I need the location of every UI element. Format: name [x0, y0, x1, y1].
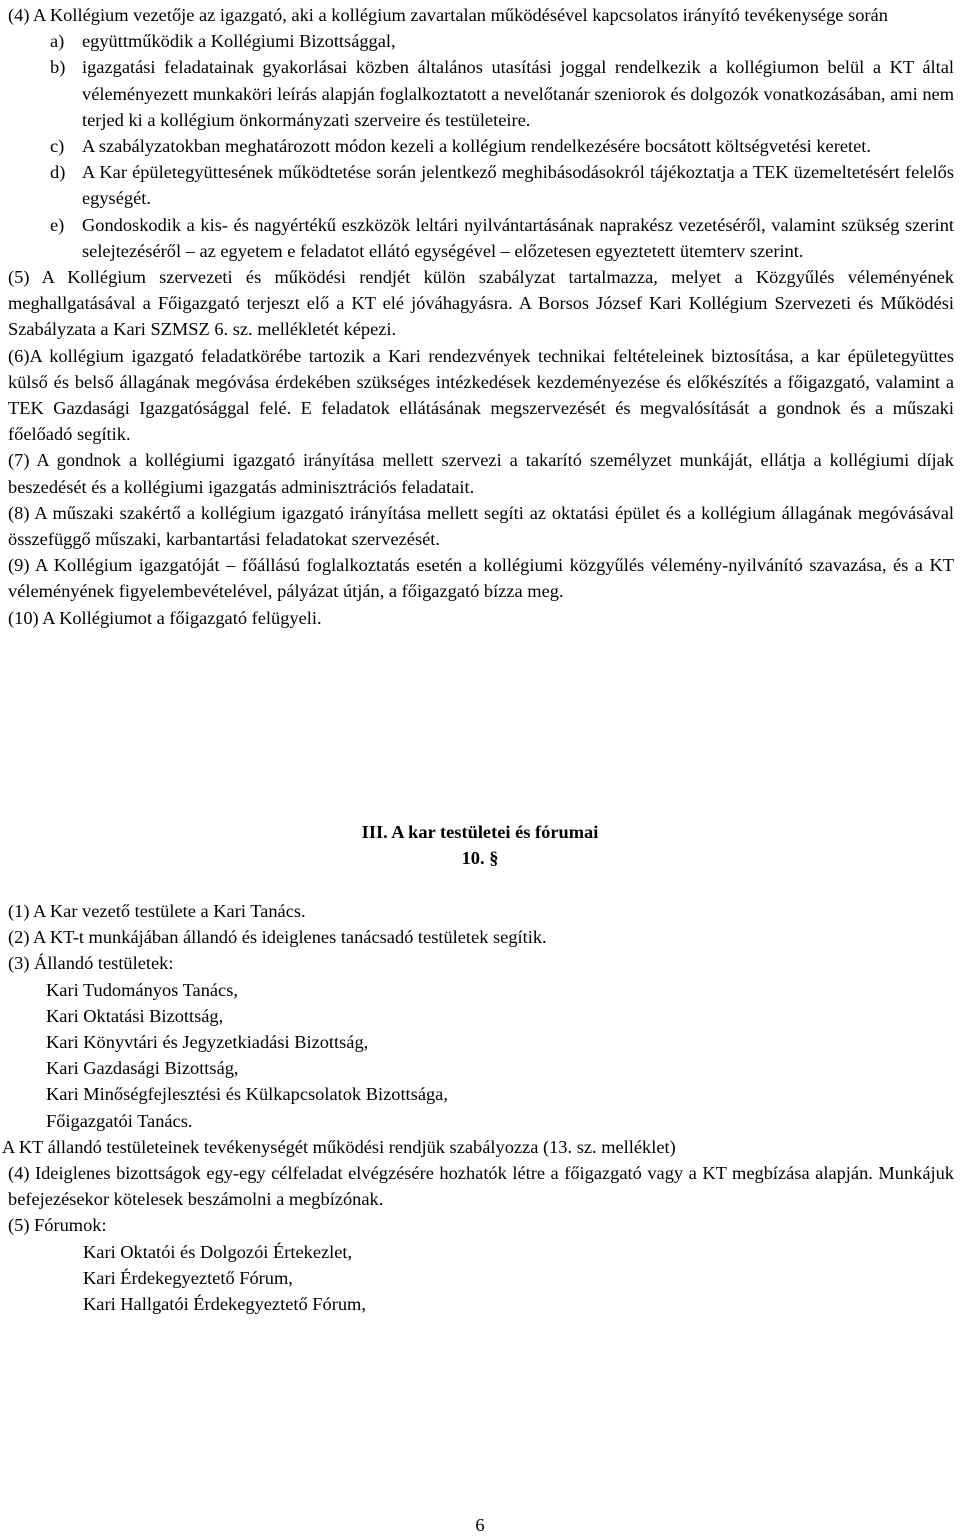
- item-text: Gondoskodik a kis- és nagyértékű eszközök leltári nyilvántartásának naprakész vezetéséről, valamint szükség szerint selejtezéséről – az egyetem e feladatot ellátó egységével – előzetesen egyeztetett ütemterv szerint.: [82, 214, 954, 261]
- page-number: 6: [475, 1515, 485, 1535]
- standing-bodies-list: [8, 977, 954, 1134]
- item-label: a): [50, 31, 65, 52]
- item-text: együttműködik a Kollégiumi Bizottsággal,: [82, 31, 396, 52]
- item-text: igazgatási feladatainak gyakorlásai közben általános utasítási joggal rendelkezik a kollégiumon belül a KT által véleményezett munkaköri leírás alapján foglalkoztatott a nevelőtanár szeniorok és dolgozók vonatkozásában, ami nem terjed ki a kollégium önkormányzati szerveire és testületeire.: [82, 57, 954, 130]
- section-number: 10. §: [461, 848, 499, 868]
- paragraph-9: (9) A Kollégium igazgatóját – főállású foglalkoztatás esetén a kollégiumi közgyűlés vélemény-nyilvánító szavazása, és a KT véleményének figyelembevételével, pályázat útján, a főigazgató bízza meg.: [8, 555, 954, 602]
- body-item-4: (4) Ideiglenes bizottságok egy-egy célfeladat elvégzésére hozhatók létre a főigazgató vagy a KT megbízása alapján. Munkájuk befejezésekor kötelesek beszámolni a megbízónak.: [8, 1163, 954, 1210]
- list-item: Kari Minőségfejlesztési és Külkapcsolatok Bizottsága,: [46, 1084, 448, 1105]
- item-label: d): [50, 162, 66, 183]
- body-item-1: (1) A Kar vezető testülete a Kari Tanács.: [8, 901, 306, 921]
- bottom-section: [2, 898, 954, 1317]
- paragraph-6: (6)A kollégium igazgató feladatkörébe tartozik a Kari rendezvények technikai feltételeinek biztosítása, a kar épületegyüttes külső és belső állagának megóvása érdekében szükséges intézkedések kezdeményezése és előkészítés a főigazgató, valamint a TEK Gazdasági Igazgatósággal felé. E feladatok ellátásának megszervezését és megvalósítását a gondnok és a műszaki főelőadó segítik.: [8, 345, 954, 445]
- list-item-e: [8, 212, 954, 264]
- list-item-c: [8, 133, 954, 159]
- list-item: Kari Hallgatói Érdekegyeztető Fórum,: [83, 1294, 366, 1315]
- paragraph-7: (7) A gondnok a kollégiumi igazgató irányítása mellett szervezi a takarító személyzet munkáját, ellátja a kollégiumi díjak beszedését és a kollégiumi igazgatás adminisztrációs feladatait.: [8, 450, 954, 497]
- item-label: b): [50, 57, 66, 78]
- list-item: Kari Gazdasági Bizottság,: [46, 1058, 239, 1079]
- list-item: Kari Oktatói és Dolgozói Értekezlet,: [83, 1241, 353, 1262]
- list-item: Kari Könyvtári és Jegyzetkiadási Bizottság,: [46, 1032, 369, 1053]
- list-item: Kari Oktatási Bizottság,: [46, 1005, 224, 1026]
- body-item-3: (3) Állandó testületek:: [8, 953, 174, 974]
- list-item: Főigazgatói Tanács.: [46, 1110, 193, 1131]
- top-section: [8, 2, 954, 631]
- forums-list: [8, 1239, 954, 1318]
- list-item-a: [8, 28, 954, 54]
- paragraph-5: (5) A Kollégium szervezeti és működési rendjét külön szabályzat tartalmazza, melyet a Közgyűlés véleményének meghallgatásával a Főigazgató terjeszt elő a KT elé jóváhagyásra. A Borsos József Kari Kollégium Szervezeti és Működési Szabályzata a Kari SZMSZ 6. sz. mellékletét képezi.: [8, 267, 954, 340]
- list-item-b: [8, 54, 954, 133]
- list-item: Kari Érdekegyeztető Fórum,: [83, 1267, 293, 1288]
- body-item-2: (2) A KT-t munkájában állandó és ideiglenes tanácsadó testületek segítik.: [8, 927, 547, 948]
- paragraph-10: (10) A Kollégiumot a főigazgató felügyeli.: [8, 607, 322, 628]
- list-item: Kari Tudományos Tanács,: [46, 979, 238, 1000]
- chapter-title: III. A kar testületei és fórumai: [361, 822, 599, 842]
- item-text: A Kar épületegyüttesének működtetése során jelentkező meghibásodásokról tájékoztatja a TEK üzemeltetésért felelős egységét.: [82, 162, 954, 209]
- list-item-d: [8, 159, 954, 211]
- item-label: c): [50, 136, 65, 157]
- body-item-5: (5) Fórumok:: [8, 1215, 107, 1236]
- annex-note: A KT állandó testületeinek tevékenységét működési rendjük szabályozza (13. sz. melléklet): [2, 1136, 676, 1157]
- item-label: e): [50, 214, 65, 235]
- paragraph-8: (8) A műszaki szakértő a kollégium igazgató irányítása mellett segíti az oktatási épület és a kollégium állagának megóvásával összefüggő műszaki, karbantartási feladatokat szervezését.: [8, 502, 954, 550]
- item-text: A szabályzatokban meghatározott módon kezeli a kollégium rendelkezésére bocsátott költségvetési keretet.: [82, 136, 871, 157]
- paragraph-4: (4) A Kollégium vezetője az igazgató, aki a kollégium zavartalan működésével kapcsolatos irányító tevékenysége során: [8, 5, 888, 25]
